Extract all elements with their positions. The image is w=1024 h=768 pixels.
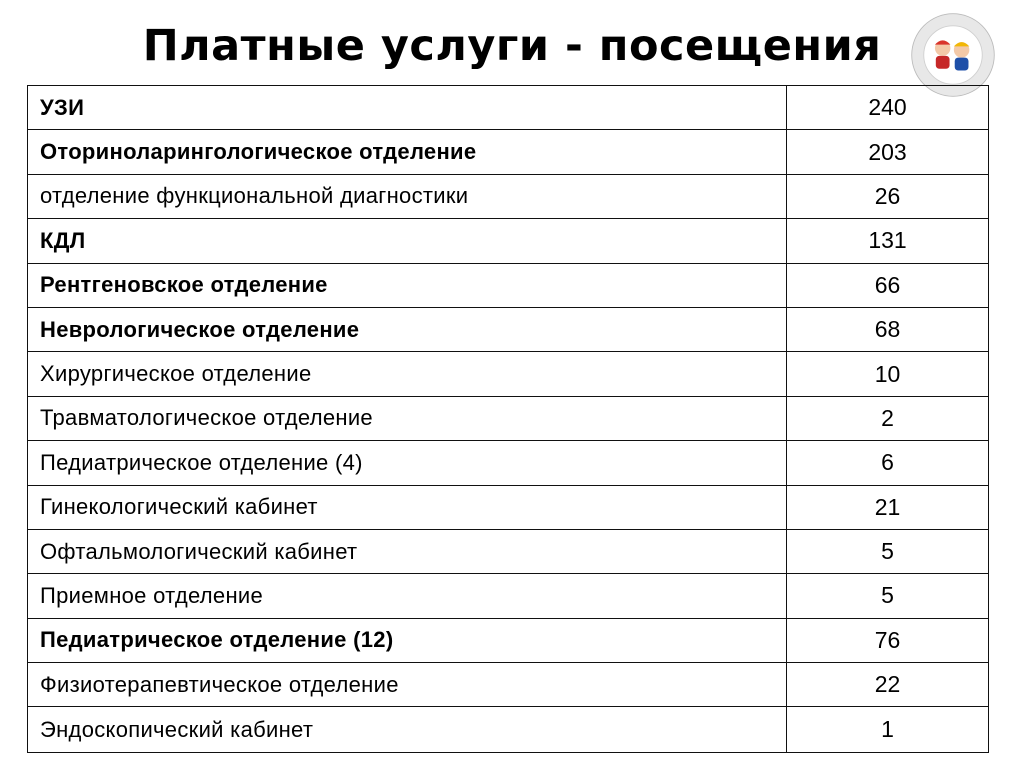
service-name-cell: Приемное отделение [28,574,786,618]
services-value-column [786,85,989,753]
page-title: Платные услуги - посещения [142,21,882,71]
visits-count-cell: 26 [787,175,988,219]
service-name-cell: Оториноларингологическое отделение [28,130,786,174]
visits-count-cell: 10 [787,352,988,396]
service-name-cell: Неврологическое отделение [28,308,786,352]
service-name-cell: Рентгеновское отделение [28,264,786,308]
visits-count-cell: 66 [787,264,988,308]
service-name-cell: Гинекологический кабинет [28,486,786,530]
service-name-cell: Хирургическое отделение [28,352,786,396]
service-name-cell: Эндоскопический кабинет [40,716,314,742]
visits-count-cell: 240 [787,86,988,130]
visits-count-cell: 68 [787,308,988,352]
service-name-cell: УЗИ [28,86,786,130]
service-name-cell: Травматологическое отделение [28,397,786,441]
visits-count-cell: 5 [787,574,988,618]
visits-count-cell: 1 [881,716,894,743]
visits-count-cell: 76 [787,619,988,663]
visits-count-cell: 2 [787,397,988,441]
visits-count-cell: 203 [787,130,988,174]
service-name-cell: Педиатрическое отделение (12) [28,619,786,663]
visits-count-cell: 21 [787,486,988,530]
service-name-cell: Офтальмологический кабинет [28,530,786,574]
services-name-column [27,85,787,753]
service-name-cell: Педиатрическое отделение (4) [28,441,786,485]
service-name-cell: Физиотерапевтическое отделение [28,663,786,707]
service-name-cell: отделение функциональной диагностики [28,175,786,219]
visits-count-cell: 131 [787,219,988,263]
visits-count-cell: 22 [787,663,988,707]
visits-count-cell: 6 [787,441,988,485]
service-name-cell: КДЛ [28,219,786,263]
visits-count-cell: 5 [787,530,988,574]
